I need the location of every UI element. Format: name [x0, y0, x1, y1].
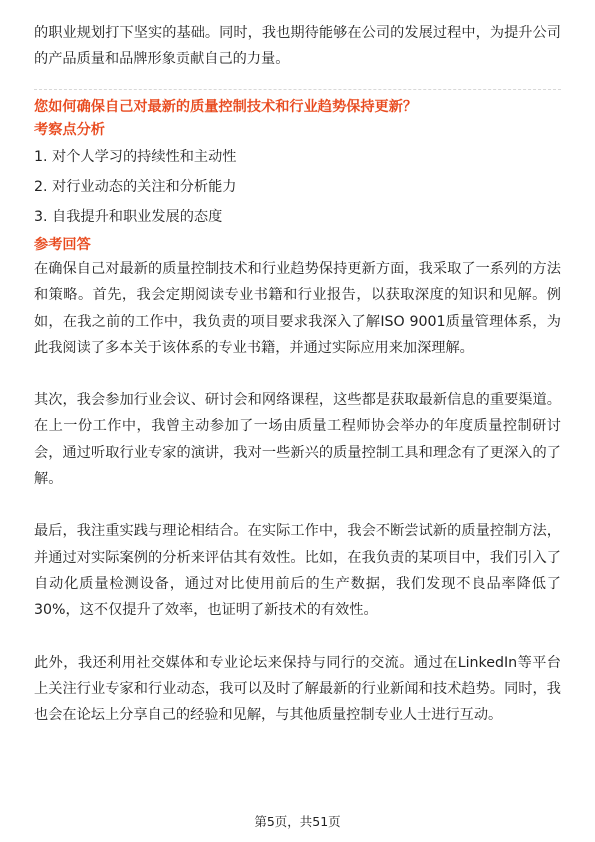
analysis-point: 2. 对行业动态的关注和分析能力 — [34, 179, 237, 195]
analysis-point: 1. 对个人学习的持续性和主动性 — [34, 149, 237, 165]
section-divider — [34, 89, 561, 90]
question-heading: 您如何确保自己对最新的质量控制技术和行业趋势保持更新？ — [34, 99, 418, 115]
analysis-point: 3. 自我提升和职业发展的态度 — [34, 209, 223, 225]
answer-paragraph: 最后，我注重实践与理论相结合。在实际工作中，我会不断尝试新的质量控制方法，并通过对实际案例的分析来评估其有效性。比如，在我负责的某项目中，我们引入了自动化质量检测设备，通过对比使用前后的生产数据，我们发现不良品率降低了30%，这不仅提升了效率，也证明了新技术的有效性。 — [34, 523, 561, 619]
analysis-title: 考察点分析 — [34, 122, 105, 138]
document-page — [34, 20, 561, 754]
intro-paragraph: 的职业规划打下坚实的基础。同时，我也期待能够在公司的发展过程中，为提升公司的产品质量和品牌形象贡献自己的力量。 — [34, 25, 561, 67]
answer-paragraph: 其次，我会参加行业会议、研讨会和网络课程，这些都是获取最新信息的重要渠道。在上一份工作中，我曾主动参加了一场由质量工程师协会举办的年度质量控制研讨会，通过听取行业专家的演讲，我对一些新兴的质量控制工具和理念有了更深入的了解。 — [34, 392, 561, 488]
page-number-footer: 第5页，共51页 — [254, 814, 341, 829]
answer-title: 参考回答 — [34, 237, 91, 253]
answer-paragraph: 此外，我还利用社交媒体和专业论坛来保持与同行的交流。通过在LinkedIn等平台上关注行业专家和行业动态，我可以及时了解最新的行业新闻和技术趋势。同时，我也会在论坛上分享自己的经验和见解，与其他质量控制专业人士进行互动。 — [34, 654, 561, 724]
analysis-points — [34, 144, 561, 234]
answer-paragraph: 在确保自己对最新的质量控制技术和行业趋势保持更新方面，我采取了一系列的方法和策略。首先，我会定期阅读专业书籍和行业报告，以获取深度的知识和见解。例如，在我之前的工作中，我负责的项目要求我深入了解ISO 9001质量管理体系，为此我阅读了多本关于该体系的专业书籍，并通过实际应用来加深理解。 — [34, 261, 561, 356]
